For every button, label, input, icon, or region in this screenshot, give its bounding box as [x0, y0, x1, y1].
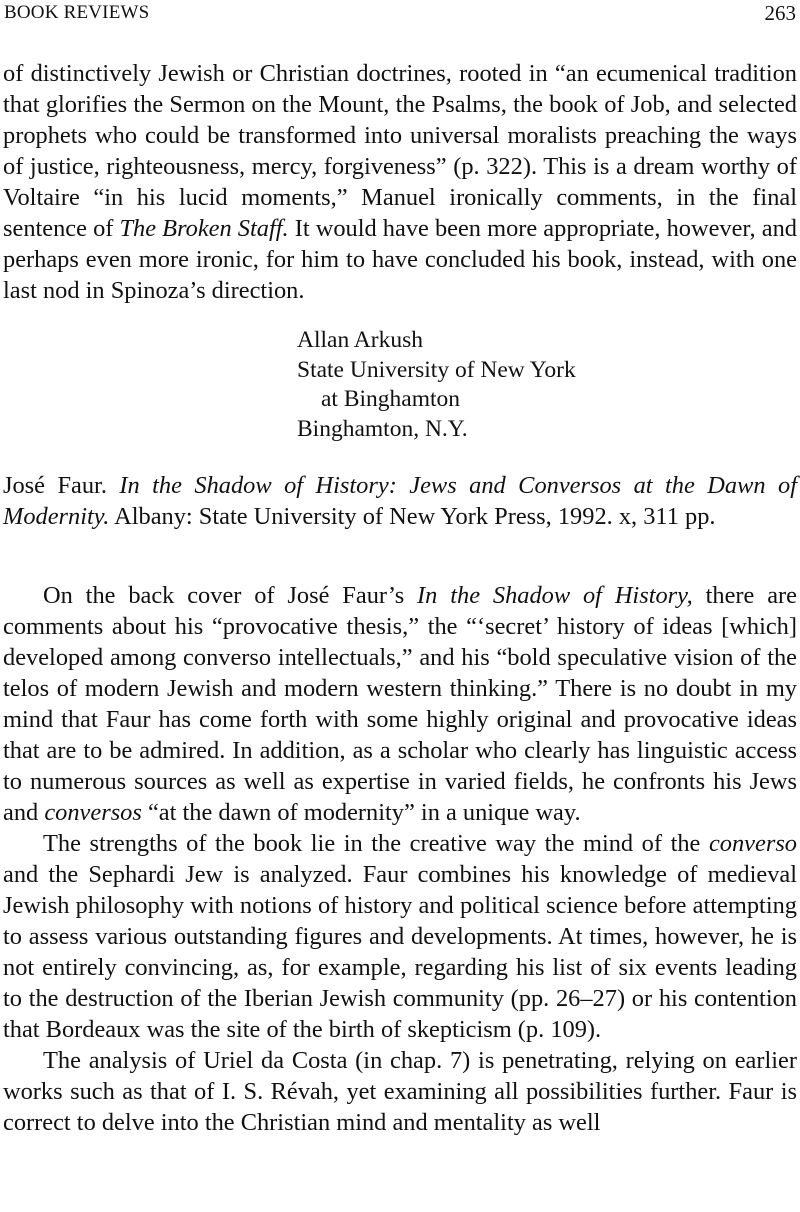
review-paragraph	[3, 1045, 797, 1138]
text-run: The strengths of the book lie in the creative way the mind of the	[43, 830, 709, 857]
text-run: It would have been more appropriate, however, and perhaps even more ironic, for him to have concluded his book, instead, with one last nod in Spinoza’s direction.	[3, 215, 797, 304]
reviewer-institution: State University of New York	[297, 356, 576, 383]
reviewer-location: Binghamton, N.Y.	[297, 415, 468, 442]
page-header	[4, 0, 796, 28]
page-number: 263	[764, 1, 796, 25]
book-title: The Broken Staff.	[119, 215, 289, 242]
text-run: On the back cover of José Faur’s	[43, 582, 418, 609]
text-run: and the Sephardi Jew is analyzed. Faur combines his knowledge of medieval Jewish philosophy with notions of history and political science before attempting to assess various outstanding figures and developments. At times, however, he is not entirely convincing, as, for example, regarding his list of six events leading to the destruction of the Iberian Jewish community (pp. 26–27) or his contention that Bordeaux was the site of the birth of skepticism (p. 109).	[3, 861, 797, 1043]
review-paragraph	[3, 828, 797, 1045]
citation-author: José Faur.	[3, 472, 120, 499]
review-paragraph	[3, 580, 797, 828]
reviewer-campus: at Binghamton	[321, 386, 461, 412]
running-head: BOOK REVIEWS	[4, 2, 150, 23]
text-run: of distinctively Jewish or Christian doctrines, rooted in “an ecumenical tradition that glorifies the Sermon on the Mount, the Psalms, the book of Job, and selected prophets who could be transformed into universal moralists preaching the ways of justice, righteousness, mercy, forgiveness” (p. 322). This is a dream worthy of Voltaire “in his lucid moments,” Manuel ironically comments, in the final sentence of	[3, 60, 797, 242]
book-citation	[3, 470, 797, 532]
text-run: The analysis of Uriel da Costa (in chap. 7) is penetrating, relying on earlier works such as that of I. S. Révah, yet examining all possibilities further. Faur is correct to delve into the Christian mind and mentality as well	[3, 1047, 797, 1136]
review-body	[3, 580, 797, 1138]
citation-title: In the Shadow of History: Jews and Conversos at the Dawn of Modernity.	[3, 472, 797, 530]
reviewer-signature	[297, 326, 797, 444]
text-run: there are comments about his “provocative thesis,” the “‘secret’ history of ideas [which] developed among converso intellectuals,” and his “bold speculative vision of the telos of modern Jewish and modern western thinking.” There is no doubt in my mind that Faur has come forth with some highly original and provocative ideas that are to be admired. In addition, as a scholar who clearly has linguistic access to numerous sources as well as expertise in varied fields, he confronts his Jews and	[3, 582, 797, 826]
reviewer-name: Allan Arkush	[297, 327, 423, 353]
page-content	[3, 58, 797, 1138]
italic-term: conversos	[44, 799, 142, 826]
italic-term: converso	[708, 830, 797, 857]
continuation-paragraph	[3, 58, 797, 306]
text-run: “at the dawn of modernity” in a unique way.	[141, 799, 581, 826]
citation-publisher: Albany: State University of New York Press, 1992. x, 311 pp.	[109, 503, 716, 530]
book-title: In the Shadow of History,	[417, 582, 693, 609]
